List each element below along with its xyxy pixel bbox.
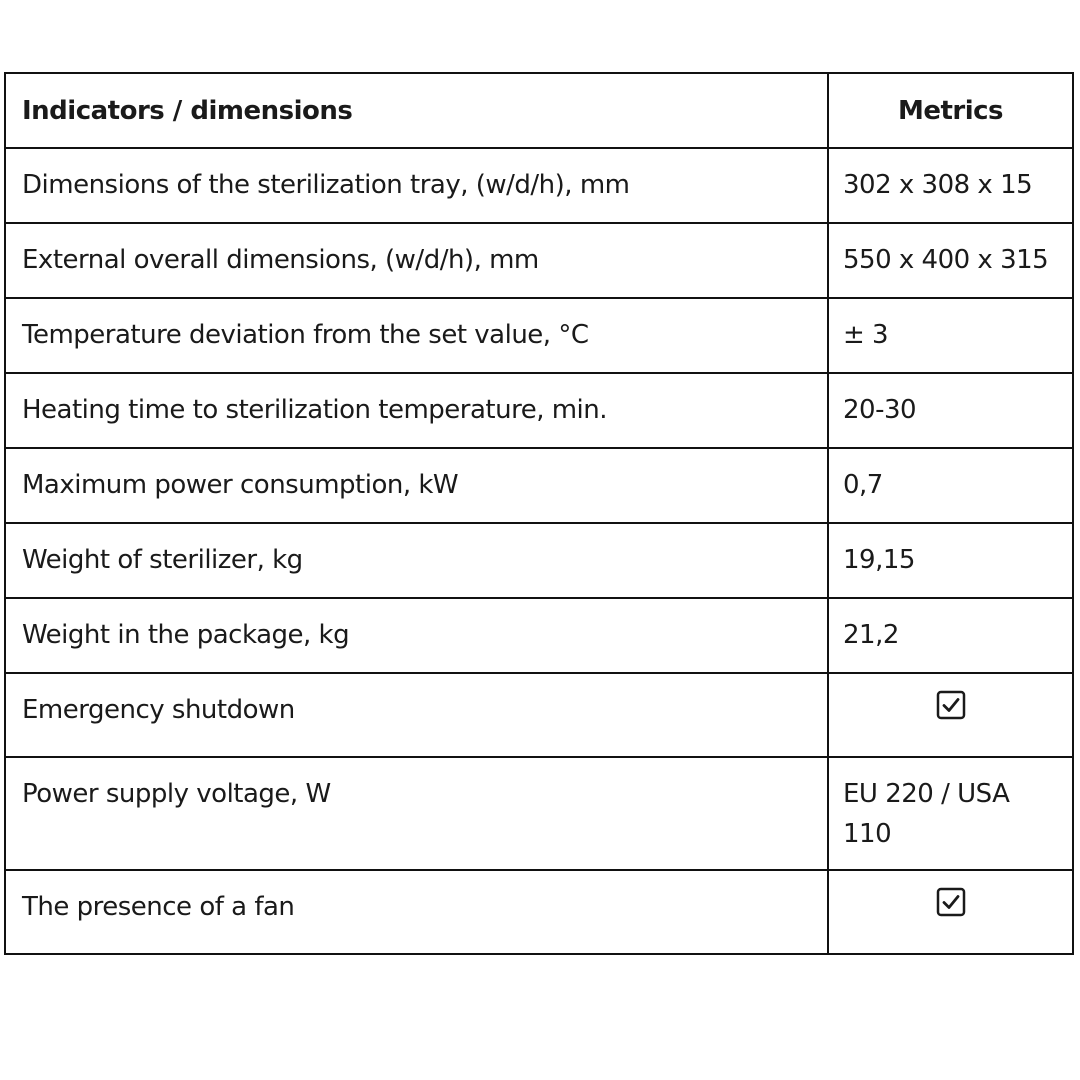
table-row	[5, 673, 1073, 757]
checked-checkbox-icon	[936, 887, 966, 917]
table-row	[5, 757, 1073, 870]
metric-cell: 550 x 400 x 315	[828, 223, 1073, 298]
column-header-indicators: Indicators / dimensions	[5, 73, 828, 148]
metric-cell: 302 x 308 x 15	[828, 148, 1073, 223]
indicator-cell: Heating time to sterilization temperature, min.	[5, 373, 828, 448]
checked-checkbox-icon	[936, 690, 966, 720]
indicator-cell: The presence of a fan	[5, 870, 828, 954]
specifications-table	[4, 72, 1074, 955]
metric-cell: 20-30	[828, 373, 1073, 448]
table-row	[5, 148, 1073, 223]
indicator-cell: Weight in the package, kg	[5, 598, 828, 673]
metric-cell: 19,15	[828, 523, 1073, 598]
indicator-cell: Temperature deviation from the set value, °C	[5, 298, 828, 373]
indicator-cell: Emergency shutdown	[5, 673, 828, 757]
indicator-cell: Power supply voltage, W	[5, 757, 828, 870]
indicator-cell: Weight of sterilizer, kg	[5, 523, 828, 598]
table-row	[5, 523, 1073, 598]
table-header-row	[5, 73, 1073, 148]
indicator-cell: Dimensions of the sterilization tray, (w/d/h), mm	[5, 148, 828, 223]
table-row	[5, 223, 1073, 298]
table-row	[5, 298, 1073, 373]
metric-cell	[828, 870, 1073, 954]
indicator-cell: External overall dimensions, (w/d/h), mm	[5, 223, 828, 298]
table-row	[5, 448, 1073, 523]
table-row	[5, 870, 1073, 954]
metric-cell: 21,2	[828, 598, 1073, 673]
metric-cell: 0,7	[828, 448, 1073, 523]
metric-cell: EU 220 / USA 110	[828, 757, 1073, 870]
metric-cell: ± 3	[828, 298, 1073, 373]
table-row	[5, 373, 1073, 448]
table-row	[5, 598, 1073, 673]
metric-cell	[828, 673, 1073, 757]
column-header-metrics: Metrics	[828, 73, 1073, 148]
indicator-cell: Maximum power consumption, kW	[5, 448, 828, 523]
